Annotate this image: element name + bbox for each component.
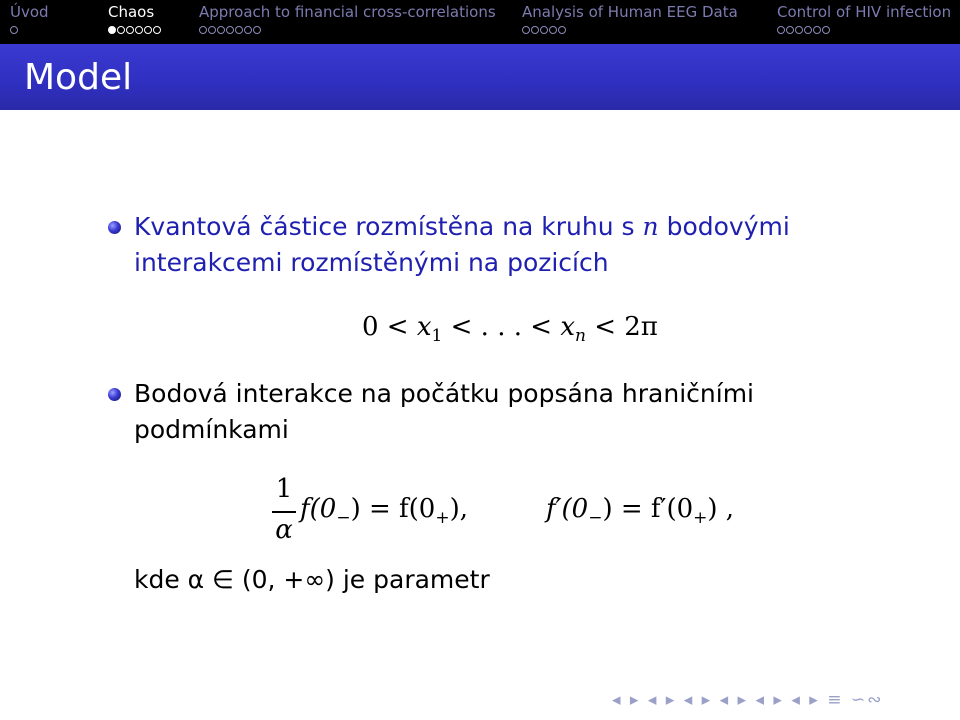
nav-section-uvod[interactable]: Úvod [10,3,49,21]
parameter-text: kde α ∈ (0, +∞) je parametr [134,565,490,594]
nav-dots-hiv[interactable] [777,24,830,36]
bullet-icon [108,221,121,234]
bullet-text-1: Kvantová částice rozmístěna na kruhu s n bodovými [134,212,790,241]
bullet-text-2: Bodová interakce na počátku popsána hraničními [134,379,754,408]
nav-section-chaos[interactable]: Chaos [108,3,155,21]
nav-section-financial[interactable]: Approach to financial cross-correlations [199,3,496,21]
fraction-numerator: 1 [275,474,293,504]
nav-dots-eeg[interactable] [522,24,566,36]
equation-boundary-right: $f'(0_-) = f'(0_+)$ , [546,494,735,529]
nav-dots-uvod[interactable] [10,24,18,36]
equation-positions: $0 < x_1$ < . . . < $x_n < 2\pi$ [362,312,658,347]
fraction-line [272,511,296,513]
nav-section-hiv[interactable]: Control of HIV infection [777,3,952,21]
section-navigation-bar [0,0,960,44]
current-slide-dot[interactable] [108,26,116,34]
slide-title: Model [24,57,133,98]
equation-boundary-left: $f(0_-) = f(0_+)$, [300,494,469,529]
nav-dots-chaos[interactable] [108,24,161,36]
bullet-icon [108,388,121,401]
nav-dots-financial[interactable] [199,24,261,36]
fraction-denominator: α [275,515,293,545]
bullet-text-2-cont: podmínkami [134,415,289,444]
beamer-nav-controls[interactable]: ◂ ▸ ◂ ▸ ◂ ▸ ◂ ▸ ◂ ▸ ◂ ▸ ≡ ∽∾ [612,690,884,710]
bullet-text-1-cont: interakcemi rozmístěnými na pozicích [134,248,609,277]
slide-title-bar [0,44,960,110]
nav-section-eeg[interactable]: Analysis of Human EEG Data [522,3,738,21]
